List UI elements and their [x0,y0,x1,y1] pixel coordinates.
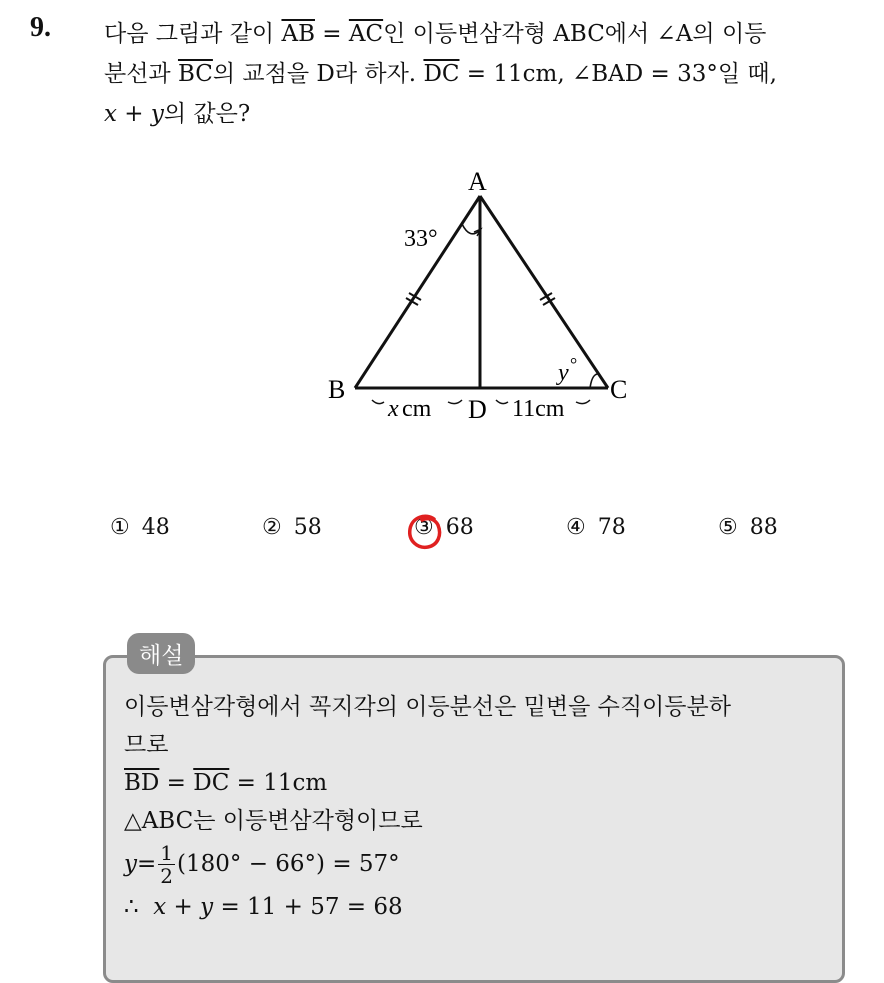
choice-2[interactable] [262,515,322,540]
choice-value: 68 [445,515,474,540]
angle-c-degree: ° [570,354,578,374]
bd-var-label: x [388,396,399,422]
side-ac [480,196,608,388]
choice-1[interactable] [110,515,170,540]
choice-value: 48 [141,515,170,540]
solution-line-2: 므로 [124,732,169,758]
choice-value: 78 [597,515,626,540]
brace-dc-right [576,400,590,404]
side-ab [355,196,480,388]
plus-sign: + [166,894,201,920]
var-y: y [124,851,137,877]
choice-5[interactable] [718,515,778,540]
var-x: x [104,101,117,127]
angle-c-var: y [558,360,569,386]
choice-value: 58 [293,515,322,540]
choice-mark: ④ [566,515,586,540]
var-y: y [200,894,214,920]
brace-bd-left [372,400,384,404]
question-line-3 [104,94,864,134]
angle-arc-c [590,374,598,388]
therefore-symbol: ∴ [124,894,139,920]
question-line-1 [104,14,864,54]
bd-unit-label: cm [402,396,432,422]
choice-4[interactable] [566,515,626,540]
segment-dc: $\overline{DC}$ [193,770,230,796]
angle-a-label: 33° [404,226,438,252]
solution-tag: 해설 [127,633,195,674]
brace-dc-left [496,400,508,404]
dc-length-label: 11cm [512,396,565,422]
equals-sign: = [159,770,194,796]
var-y: y [150,101,164,127]
selected-answer-circle [404,511,446,553]
question-line-2 [104,54,864,94]
question-text [104,14,864,134]
equals-sign: = [137,851,157,877]
choice-mark: ② [262,515,282,540]
solution-line-3 [124,764,834,802]
equation-rest: (180° − 66°) = 57° [177,851,400,877]
question-text-part: 인 이등변삼각형 ABC에서 ∠A의 이등 [383,21,767,47]
vertex-b-label: B [328,375,346,404]
segment-dc: $\overline{DC}$ [423,61,460,87]
question-text-part: 의 값은? [163,101,251,127]
point-d-label: D [468,395,487,424]
solution-line-4: △ABC는 이등변삼각형이므로 [124,808,423,834]
question-text-part: 의 교점을 D라 하자. [212,61,424,87]
plus-sign: + [116,101,151,127]
segment-ac: $\overline{AC}$ [348,21,384,47]
angle-arc-a [462,224,480,234]
segment-bd: $\overline{BD}$ [124,770,160,796]
equation-rest: = 11cm [229,770,328,796]
vertex-a-label: A [468,167,487,196]
var-x: x [153,894,167,920]
question-text-part: 분선과 [104,61,178,87]
question-text-part: 다음 그림과 같이 [104,21,282,47]
choice-mark: ① [110,515,130,540]
triangle-figure [300,160,660,440]
choice-mark: ③ [414,515,434,540]
question-text-part: = [314,21,349,47]
solution-body [124,688,834,926]
question-text-part: = 11cm, ∠BAD = 33°일 때, [459,61,777,87]
solution-line-6 [124,888,834,926]
question-number: 9. [30,12,51,43]
fraction-denominator: 2 [160,863,174,888]
choice-mark: ⑤ [718,515,738,540]
fraction-numerator: 1 [160,840,174,865]
segment-ab: $\overline{AB}$ [281,21,315,47]
solution-line-1: 이등변삼각형에서 꼭지각의 이등분선은 밑변을 수직이등분하 [124,694,731,720]
equation-rest: = 11 + 57 = 68 [213,894,403,920]
solution-line-5 [124,840,834,888]
choice-value: 88 [749,515,778,540]
fraction-one-half [158,842,175,887]
vertex-c-label: C [610,375,628,404]
segment-bc: $\overline{BC}$ [177,61,213,87]
brace-bd-right [448,400,462,404]
